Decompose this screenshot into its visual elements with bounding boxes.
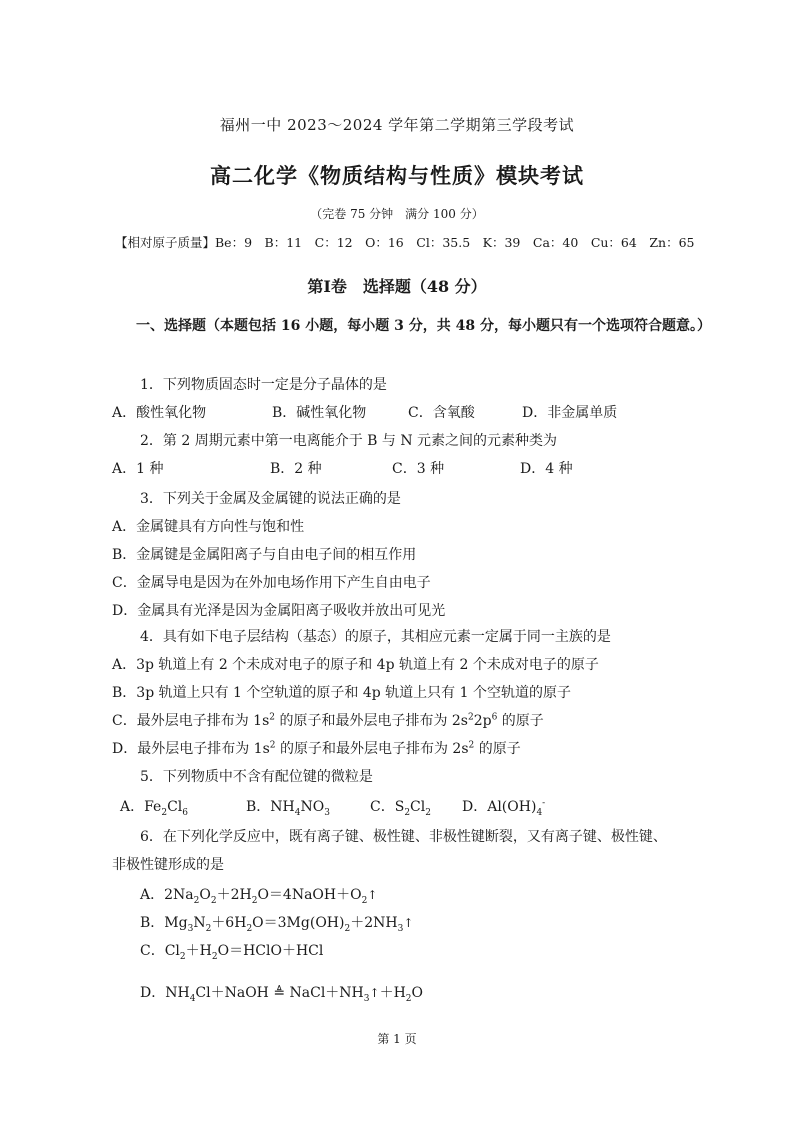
volume-title: 第Ⅰ卷 选择题（48 分） bbox=[307, 277, 487, 296]
q2-option-a: A．1 种 bbox=[112, 461, 164, 477]
atomic-masses: 【相对原子质量】Be：9 B：11 C：12 O：16 Cl：35.5 K：39 Ca：40 Cu：64 Zn：65 bbox=[115, 235, 695, 250]
q6-option-b: B．$Mg_3N_2+6H_2O=3Mg(OH)_2+2NH_3↑$ bbox=[140, 915, 414, 934]
q6-option-c: C．$Cl_2+H_2O=HClO+HCl$ bbox=[140, 943, 324, 962]
q5-option-c: C．$S_2Cl_2$ bbox=[370, 799, 431, 818]
question-2-stem: 2．第 2 周期元素中第一电离能介于 B 与 N 元素之间的元素种类为 bbox=[140, 433, 558, 449]
q2-option-d: D．4 种 bbox=[520, 461, 573, 477]
q4-option-d: D．最外层电子排布为 $1s^2$ 的原子和最外层电子排布为 $2s^2$ 的原子 bbox=[112, 740, 521, 757]
q3-option-b: B．金属键是金属阳离子与自由电子间的相互作用 bbox=[112, 547, 417, 563]
question-6-stem-line1: 6．在下列化学反应中，既有离子键、极性键、非极性键断裂，又有离子键、极性键、 bbox=[140, 829, 667, 845]
q4-option-a: A．3p 轨道上有 2 个未成对电子的原子和 4p 轨道上有 2 个未成对电子的原子 bbox=[112, 657, 599, 673]
question-4-stem: 4．具有如下电子层结构（基态）的原子，其相应元素一定属于同一主族的是 bbox=[140, 629, 611, 645]
exam-meta: （完卷 75 分钟 满分 100 分） bbox=[310, 207, 484, 221]
page-title: 高二化学《物质结构与性质》模块考试 bbox=[210, 163, 584, 188]
q4-option-b: B．3p 轨道上只有 1 个空轨道的原子和 4p 轨道上只有 1 个空轨道的原子 bbox=[112, 685, 571, 701]
section-instructions: 一、选择题（本题包括 16 小题，每小题 3 分，共 48 分，每小题只有一个选项符合题意。） bbox=[136, 318, 711, 334]
q6-option-a: A．$2Na_2O_2+2H_2O=4NaOH+O_2↑$ bbox=[140, 887, 378, 906]
question-5-stem: 5．下列物质中不含有配位键的微粒是 bbox=[140, 769, 373, 785]
q3-option-d: D．金属具有光泽是因为金属阳离子吸收并放出可见光 bbox=[112, 603, 446, 619]
q1-option-b: B．碱性氧化物 bbox=[272, 405, 367, 421]
q2-option-b: B．2 种 bbox=[270, 461, 322, 477]
q2-option-c: C．3 种 bbox=[392, 461, 445, 477]
q6-option-d: D．$NH_4Cl+NaOH$ ≜ $NaCl+NH_3↑+H_2O$ bbox=[140, 985, 424, 1004]
q5-option-b: B．$NH_4NO_3$ bbox=[246, 799, 330, 818]
q1-option-d: D．非金属单质 bbox=[522, 405, 618, 421]
school-exam-line: 福州一中 2023～2024 学年第二学期第三学段考试 bbox=[219, 116, 575, 134]
q5-option-d: D．$Al(OH)_4^-$ bbox=[462, 798, 546, 818]
q4-option-c: C．最外层电子排布为 $1s^2$ 的原子和最外层电子排布为 $2s^22p^6$ 的原子 bbox=[112, 712, 544, 729]
q1-option-a: A．酸性氧化物 bbox=[112, 405, 207, 421]
q1-option-c: C．含氧酸 bbox=[408, 405, 475, 421]
question-3-stem: 3．下列关于金属及金属键的说法正确的是 bbox=[140, 491, 401, 507]
q5-option-a: A．$Fe_2Cl_6$ bbox=[120, 799, 189, 818]
q3-option-a: A．金属键具有方向性与饱和性 bbox=[112, 519, 305, 535]
page-number: 第 1 页 bbox=[377, 1032, 417, 1046]
question-6-stem-line2: 非极性键形成的是 bbox=[112, 857, 224, 873]
question-1-stem: 1．下列物质固态时一定是分子晶体的是 bbox=[140, 377, 387, 393]
q3-option-c: C．金属导电是因为在外加电场作用下产生自由电子 bbox=[112, 575, 431, 591]
